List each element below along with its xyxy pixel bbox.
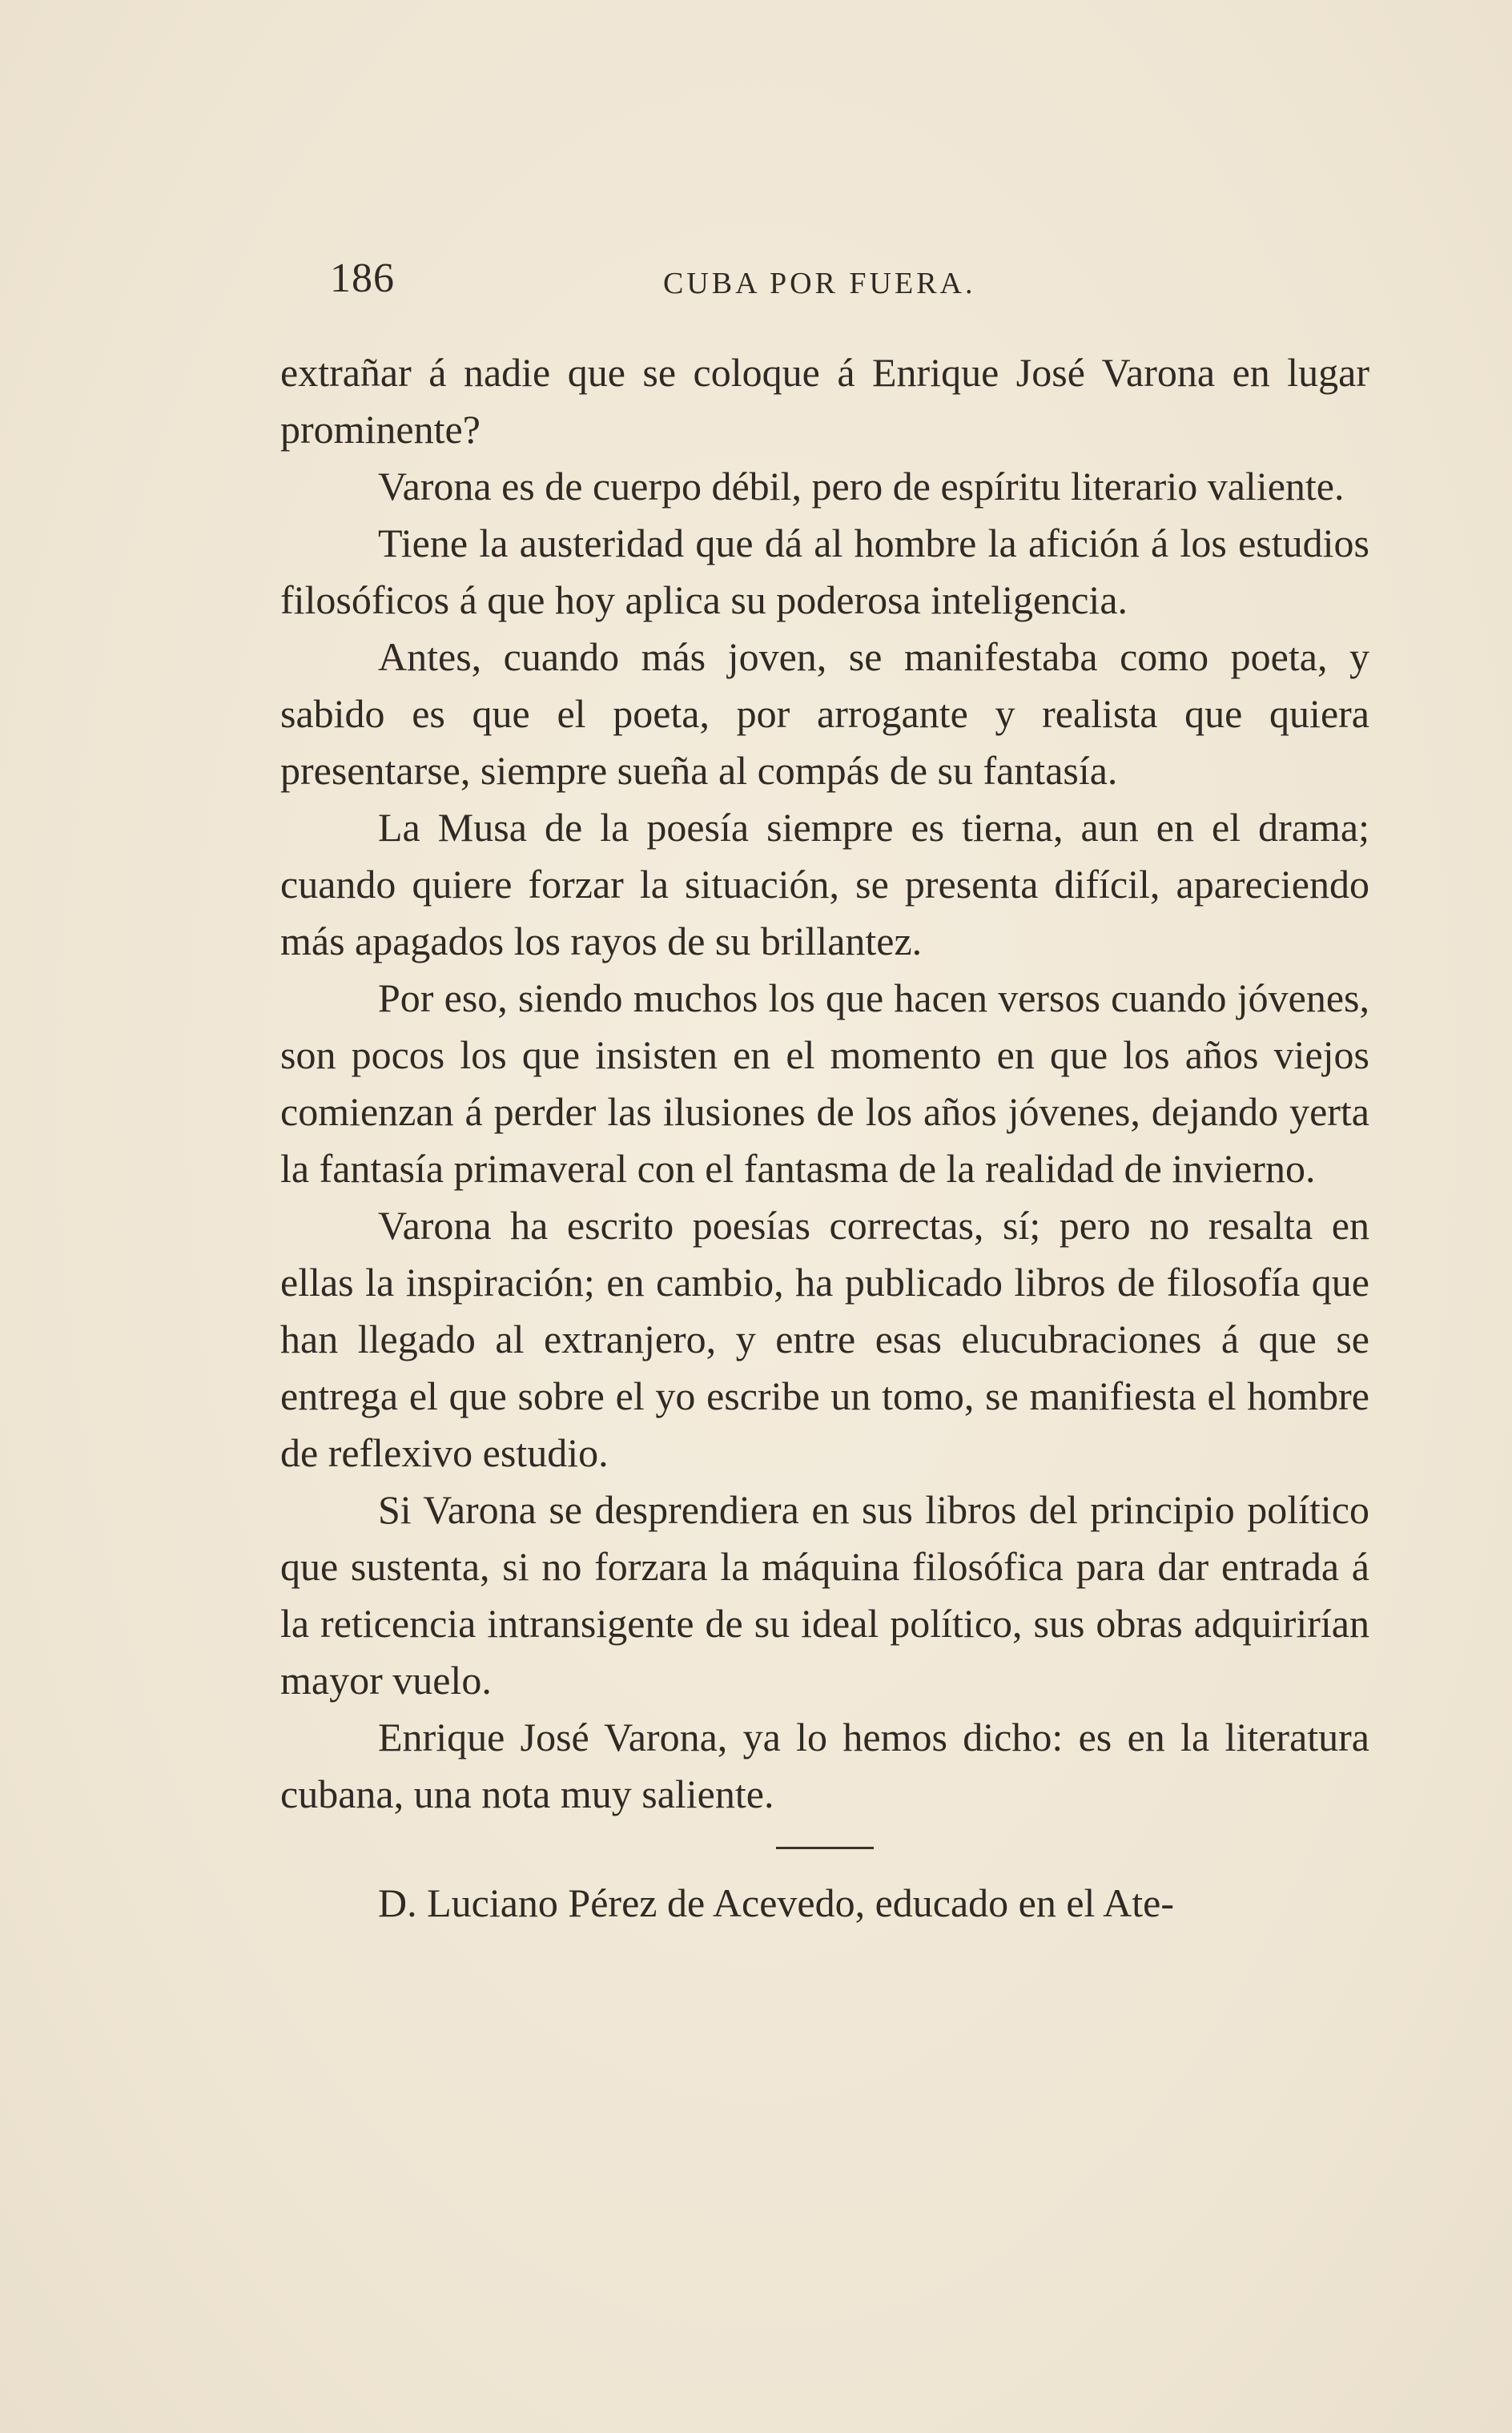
- paragraph: Varona es de cuerpo débil, pero de espíritu literario valiente.: [378, 464, 1345, 509]
- section-divider: [776, 1847, 874, 1849]
- paragraph: Tiene la austeridad que dá al hombre la afición á los estudios filosóficos á que hoy aplica su poderosa inteligencia.: [280, 521, 1369, 622]
- page-number: 186: [330, 255, 395, 301]
- paragraph: La Musa de la poesía siempre es tierna, aun en el drama; cuando quiere forzar la situación, se presenta difícil, apareciendo más apagados los rayos de su brillantez.: [280, 805, 1369, 963]
- paragraph-continuation: extrañar á nadie que se coloque á Enrique José Varona en lugar prominente?: [280, 350, 1369, 452]
- page-header: [280, 255, 1369, 303]
- paragraph: Antes, cuando más joven, se manifestaba como poeta, y sabido es que el poeta, por arrogante y realista que quiera presentarse, siempre sueña al compás de su fantasía.: [280, 634, 1369, 793]
- paragraph: D. Luciano Pérez de Acevedo, educado en el Ate-: [378, 1880, 1175, 1925]
- paragraph: Varona ha escrito poesías correctas, sí; pero no resalta en ellas la inspiración; en cambio, ha publicado libros de filosofía que han llegado al extranjero, y entre esas elucubraciones á que se entrega el que sobre el yo escribe un tomo, se manifiesta el hombre de reflexivo estudio.: [280, 1203, 1369, 1475]
- paragraph: Si Varona se desprendiera en sus libros del principio político que sustenta, si no forzara la máquina filosófica para dar entrada á la reticencia intransigente de su ideal político, sus obras adquirirían mayor vuelo.: [280, 1487, 1369, 1703]
- running-title: CUBA POR FUERA.: [663, 267, 976, 300]
- body-text: [280, 344, 1369, 1932]
- paragraph: Por eso, siendo muchos los que hacen versos cuando jóvenes, son pocos los que insisten en el momento en que los años viejos comienzan á perder las ilusiones de los años jóvenes, dejando yerta la fantasía primaveral con el fantasma de la realidad de invierno.: [280, 975, 1369, 1191]
- paragraph: Enrique José Varona, ya lo hemos dicho: es en la literatura cubana, una nota muy saliente.: [280, 1715, 1369, 1816]
